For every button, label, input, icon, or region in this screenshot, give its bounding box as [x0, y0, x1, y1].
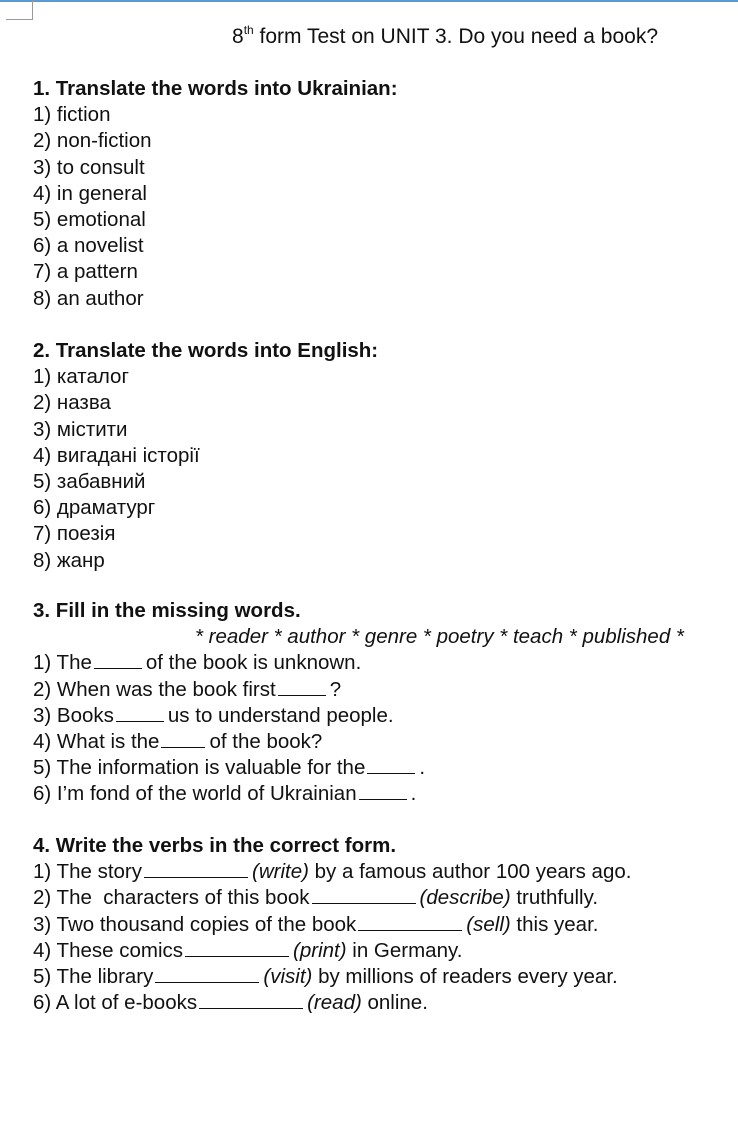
section-heading: 3. Fill in the missing words. [33, 599, 301, 622]
verb-hint: (sell) [466, 912, 511, 936]
verb-hint: (describe) [419, 886, 511, 910]
list-item: 8) жанр [33, 548, 105, 572]
list-item: 3) містити [33, 417, 128, 441]
title-grade-number: 8 [232, 25, 244, 48]
item-text: us to understand people. [167, 703, 394, 727]
margin-corner-mark-horizontal [6, 19, 33, 20]
title-grade-suffix: th [243, 23, 254, 37]
section-fill-missing-words [33, 598, 684, 808]
item-text: 6) A lot of e-books [33, 991, 198, 1015]
answer-blank [185, 955, 289, 957]
answer-blank [278, 694, 326, 696]
list-item: 3) to consult [33, 155, 145, 179]
item-text: online. [367, 991, 428, 1015]
list-item: 5) emotional [33, 207, 146, 231]
list-item: 2) назва [33, 391, 111, 415]
exercise-item [33, 703, 684, 729]
exercise-item [33, 729, 684, 755]
item-text: . [419, 756, 426, 780]
exercise-item [33, 964, 631, 990]
page-title [232, 22, 658, 52]
section-heading: 4. Write the verbs in the correct form. [33, 834, 397, 857]
item-text: this year. [516, 912, 599, 936]
answer-blank [155, 981, 259, 983]
list-item: 1) fiction [33, 103, 111, 127]
item-text: in Germany. [352, 938, 463, 962]
list-item: 7) a pattern [33, 260, 138, 284]
verb-hint: (read) [307, 991, 362, 1015]
list-item: 4) вигадані історії [33, 443, 200, 467]
item-text: . [410, 782, 417, 806]
item-text: truthfully. [516, 886, 599, 910]
margin-corner-mark [32, 0, 33, 19]
answer-blank [161, 746, 205, 748]
answer-blank [144, 876, 248, 878]
exercise-item [33, 885, 631, 911]
item-text: by a famous author 100 years ago. [314, 860, 632, 884]
item-text: 5) The information is valuable for the [33, 756, 366, 780]
item-text: by millions of readers every year. [318, 964, 618, 988]
list-item: 1) каталог [33, 365, 129, 389]
section-heading: 1. Translate the words into Ukrainian: [33, 77, 398, 100]
word-bank: * reader * author * genre * poetry * teach * published * [195, 625, 684, 649]
answer-blank [359, 798, 407, 800]
page-top-border [0, 0, 738, 2]
item-text: 1) The story [33, 860, 142, 884]
item-text: 4) What is the [33, 729, 160, 753]
item-text: 1) The [33, 651, 92, 675]
item-text: 2) When was the book first [33, 677, 276, 701]
item-text: of the book? [209, 729, 323, 753]
list-item: 6) драматург [33, 496, 156, 520]
item-text: ? [329, 677, 342, 701]
title-unit: UNIT 3. Do you need a book? [380, 25, 658, 48]
list-item: 6) a novelist [33, 234, 144, 258]
section-heading: 2. Translate the words into English: [33, 339, 379, 362]
exercise-item [33, 990, 631, 1016]
verb-hint: (visit) [263, 964, 313, 988]
answer-blank [116, 720, 164, 722]
exercise-item [33, 938, 631, 964]
item-text: 5) The library [33, 964, 154, 988]
answer-blank [312, 902, 416, 904]
exercise-item [33, 677, 684, 703]
list-item: 7) поезія [33, 522, 116, 546]
exercise-item [33, 912, 631, 938]
verb-hint: (write) [252, 860, 309, 884]
list-item: 4) in general [33, 181, 147, 205]
answer-blank [358, 929, 462, 931]
item-text: 3) Books [33, 703, 114, 727]
answer-blank [199, 1007, 303, 1009]
item-text: of the book is unknown. [145, 651, 362, 675]
exercise-item [33, 859, 631, 885]
list-item: 5) забавний [33, 469, 146, 493]
exercise-item [33, 781, 684, 807]
exercise-item [33, 755, 684, 781]
section-translate-ukrainian [33, 76, 398, 312]
section-verb-forms [33, 833, 631, 1016]
item-text: 3) Two thousand copies of the book [33, 912, 357, 936]
list-item: 2) non-fiction [33, 129, 152, 153]
item-text: 4) These comics [33, 938, 184, 962]
item-text: 2) The characters of this book [33, 886, 310, 910]
item-text: 6) I’m fond of the world of Ukrainian [33, 782, 357, 806]
section-translate-english [33, 338, 378, 574]
answer-blank [94, 667, 142, 669]
answer-blank [367, 772, 415, 774]
list-item: 8) an author [33, 286, 144, 310]
exercise-item [33, 650, 684, 676]
title-prefix: form Test on [253, 25, 381, 48]
verb-hint: (print) [293, 938, 347, 962]
